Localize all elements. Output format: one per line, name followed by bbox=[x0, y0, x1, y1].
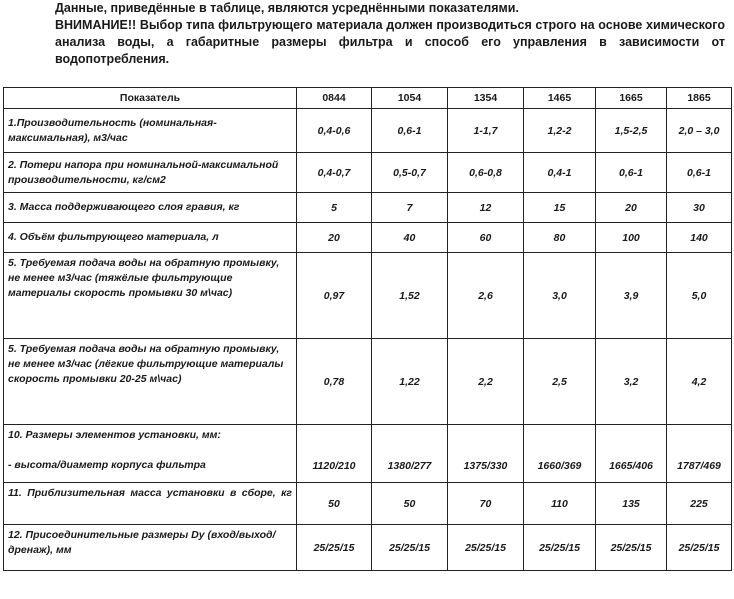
row-label: 2. Потери напора при номинальной-максимальной производительности, кг/см2 bbox=[4, 153, 297, 193]
row-label: 3. Масса поддерживающего слоя гравия, кг bbox=[4, 193, 297, 223]
cell-value: 25/25/15 bbox=[297, 525, 372, 571]
cell-value: 1375/330 bbox=[448, 425, 524, 483]
cell-value: 0,78 bbox=[297, 339, 372, 425]
cell-value: 1,2-2 bbox=[524, 109, 596, 153]
cell-value: 20 bbox=[297, 223, 372, 253]
row-label-group bbox=[4, 425, 297, 483]
table-row bbox=[4, 483, 732, 525]
cell-value: 135 bbox=[596, 483, 667, 525]
cell-value: 0,6-1 bbox=[372, 109, 448, 153]
cell-value: 140 bbox=[667, 223, 732, 253]
header-cell: 0844 bbox=[297, 88, 372, 109]
table-row bbox=[4, 339, 732, 425]
cell-value: 1380/277 bbox=[372, 425, 448, 483]
header-cell: Показатель bbox=[4, 88, 297, 109]
row-label: 10. Размеры элементов установки, мм: bbox=[8, 429, 221, 441]
cell-value: 1660/369 bbox=[524, 425, 596, 483]
cell-value: 1,52 bbox=[372, 253, 448, 339]
cell-value: 50 bbox=[372, 483, 448, 525]
intro-line-1: Данные, приведённые в таблице, являются усреднёнными показателями. bbox=[55, 1, 519, 15]
row-label: 4. Объём фильтрующего материала, л bbox=[4, 223, 297, 253]
cell-value: 70 bbox=[448, 483, 524, 525]
cell-value: 3,9 bbox=[596, 253, 667, 339]
cell-value: 2,0 – 3,0 bbox=[667, 109, 732, 153]
table-row bbox=[4, 253, 732, 339]
table-row bbox=[4, 193, 732, 223]
table-row bbox=[4, 109, 732, 153]
cell-value: 110 bbox=[524, 483, 596, 525]
intro-text bbox=[55, 0, 725, 68]
cell-value: 0,6-1 bbox=[667, 153, 732, 193]
cell-value: 0,5-0,7 bbox=[372, 153, 448, 193]
cell-value: 1787/469 bbox=[667, 425, 732, 483]
cell-value: 0,6-1 bbox=[596, 153, 667, 193]
row-label: 5. Требуемая подача воды на обратную промывку, не менее м3/час (тяжёлые фильтрующие материалы скорость промывки 30 м\час) bbox=[4, 253, 297, 339]
header-cell: 1865 bbox=[667, 88, 732, 109]
cell-value: 25/25/15 bbox=[448, 525, 524, 571]
cell-value: 25/25/15 bbox=[524, 525, 596, 571]
header-cell: 1465 bbox=[524, 88, 596, 109]
header-cell: 1354 bbox=[448, 88, 524, 109]
cell-value: 1,22 bbox=[372, 339, 448, 425]
cell-value: 1,5-2,5 bbox=[596, 109, 667, 153]
cell-value: 20 bbox=[596, 193, 667, 223]
cell-value: 0,4-1 bbox=[524, 153, 596, 193]
cell-value: 5,0 bbox=[667, 253, 732, 339]
cell-value: 3,2 bbox=[596, 339, 667, 425]
cell-value: 0,4-0,7 bbox=[297, 153, 372, 193]
table-row bbox=[4, 223, 732, 253]
intro-warning: ВНИМАНИЕ!! Выбор типа фильтрующего материала должен производиться строго на основе химического анализа воды, а габаритные размеры фильтра и способ его управления в зависимости от водопотребления. bbox=[55, 18, 725, 66]
cell-value: 0,97 bbox=[297, 253, 372, 339]
header-cell: 1054 bbox=[372, 88, 448, 109]
row-label: 12. Присоединительные размеры Dy (вход/выход/дренаж), мм bbox=[4, 525, 297, 571]
row-label: 11. Приблизительная масса установки в сборе, кг bbox=[4, 483, 297, 525]
cell-value: 50 bbox=[297, 483, 372, 525]
cell-value: 2,5 bbox=[524, 339, 596, 425]
cell-value: 80 bbox=[524, 223, 596, 253]
cell-value: 0,4-0,6 bbox=[297, 109, 372, 153]
cell-value: 3,0 bbox=[524, 253, 596, 339]
cell-value: 225 bbox=[667, 483, 732, 525]
row-label: 5. Требуемая подача воды на обратную промывку, не менее м3/час (лёгкие фильтрующие материалы скорость промывки 20-25 м\час) bbox=[4, 339, 297, 425]
cell-value: 5 bbox=[297, 193, 372, 223]
cell-value: 40 bbox=[372, 223, 448, 253]
cell-value: 2,2 bbox=[448, 339, 524, 425]
row-label: 1.Производительность (номинальная-максимальная), м3/час bbox=[4, 109, 297, 153]
header-cell: 1665 bbox=[596, 88, 667, 109]
cell-value: 100 bbox=[596, 223, 667, 253]
cell-value: 1120/210 bbox=[297, 425, 372, 483]
table-header-row bbox=[4, 88, 732, 109]
table-row bbox=[4, 153, 732, 193]
cell-value: 0,6-0,8 bbox=[448, 153, 524, 193]
cell-value: 7 bbox=[372, 193, 448, 223]
cell-value: 1665/406 bbox=[596, 425, 667, 483]
cell-value: 60 bbox=[448, 223, 524, 253]
table-row bbox=[4, 525, 732, 571]
table-row bbox=[4, 425, 732, 483]
cell-value: 15 bbox=[524, 193, 596, 223]
specs-table bbox=[3, 87, 732, 571]
cell-value: 12 bbox=[448, 193, 524, 223]
cell-value: 2,6 bbox=[448, 253, 524, 339]
cell-value: 25/25/15 bbox=[372, 525, 448, 571]
cell-value: 25/25/15 bbox=[596, 525, 667, 571]
cell-value: 25/25/15 bbox=[667, 525, 732, 571]
cell-value: 30 bbox=[667, 193, 732, 223]
cell-value: 1-1,7 bbox=[448, 109, 524, 153]
cell-value: 4,2 bbox=[667, 339, 732, 425]
row-sublabel: - высота/диаметр корпуса фильтра bbox=[8, 459, 206, 471]
